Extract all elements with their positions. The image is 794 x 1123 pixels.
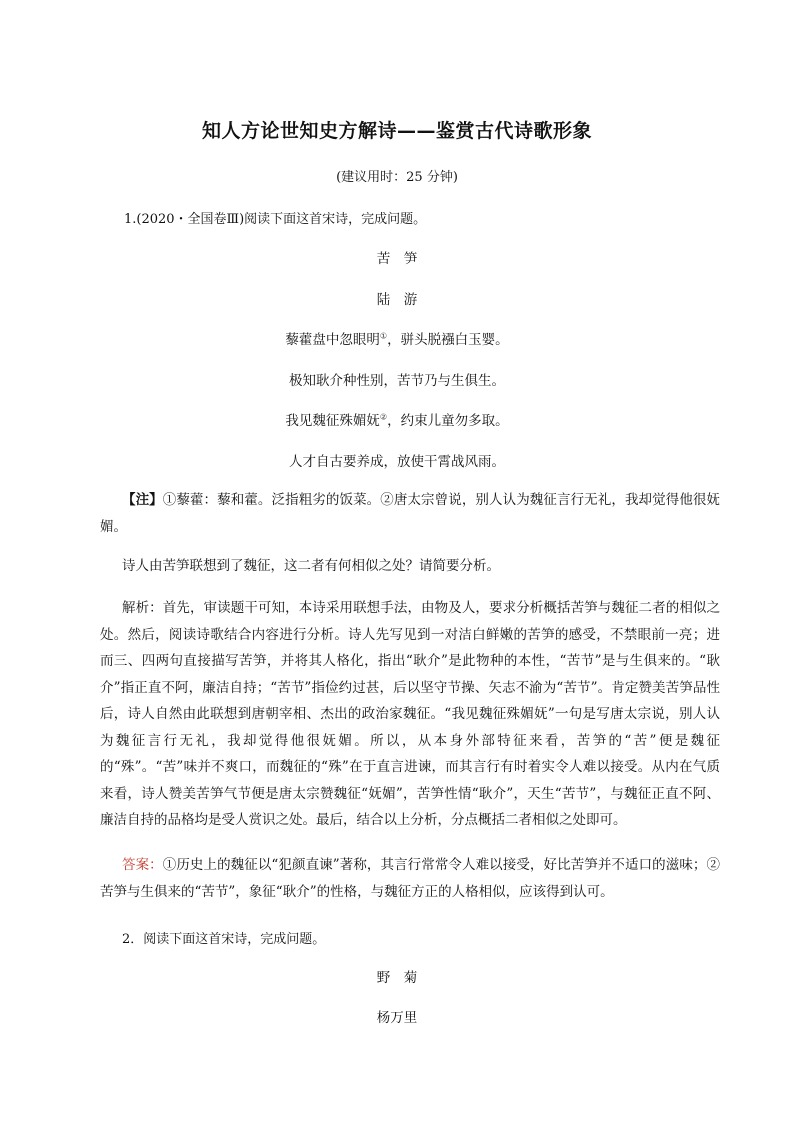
question-1-text: 诗人由苦笋联想到了魏征，这二者有何相似之处？请简要分析。 — [122, 558, 500, 574]
answer-label: 答案： — [122, 857, 163, 873]
poem-1-note — [100, 487, 720, 540]
poem-line-text: 极知耿介种性别，苦节乃与生俱生。 — [289, 373, 505, 389]
poem-1-author: 陆 游 — [376, 292, 418, 308]
analysis-paragraph: 解析：首先，审读题干可知，本诗采用联想手法，由物及人，要求分析概括苦笋与魏征二者的相似之处。然后，阅读诗歌结合内容进行分析。诗人先写见到一对洁白鲜嫩的苦笋的感受，不禁眼前一亮；进而三、四两句直接描写苦笋，并将其人格化，指出“耿介”是此物种的本性，“苦节”是与生俱来的。“耿介”指正直不阿，廉洁自持；“苦节”指俭约过甚，后以坚守节操、矢志不渝为“苦节”。肯定赞美苦笋品性后，诗人自然由此联想到唐朝宰相、杰出的政治家魏征。“我见魏征殊媚妩”一句是写唐太宗说，别人认为魏征言行无礼，我却觉得他很妩媚。所以，从本身外部特征来看，苦笋的“苦”便是魏征的“殊”。“苦”味并不爽口，而魏征的“殊”在于直言进谏，而其言行有时着实令人难以接受。从内在气质来看，诗人赞美苦笋气节便是唐太宗赞魏征“妩媚”，苦笋性情“耿介”，天生“苦节”，与魏征正直不阿、廉洁自持的品格均是受人赏识之处。最后，结合以上分析，分点概括二者相似之处即可。 — [100, 600, 720, 828]
poem-2-title: 野 菊 — [376, 970, 418, 986]
footnote-marker: ② — [379, 412, 388, 422]
question-2-prompt: 2．阅读下面这首宋诗，完成问题。 — [122, 932, 326, 947]
note-label: 【注】 — [122, 492, 163, 508]
poem-1-line-2 — [0, 369, 794, 389]
poem-line-text: 人才自古要养成，放使干霄战风雨。 — [289, 454, 505, 470]
footnote-marker: ① — [379, 331, 388, 341]
poem-line-text: 我见魏征殊媚妩 — [285, 413, 380, 429]
question-1-prompt: 1.(2020・全国卷Ⅲ)阅读下面这首宋诗，完成问题。 — [124, 212, 427, 227]
poem-line-rest: ，约束儿童勿多取。 — [387, 413, 509, 429]
poem-1-line-4 — [0, 450, 794, 470]
note-text: ①藜藿：藜和藿。泛指粗劣的饭菜。②唐太宗曾说，别人认为魏征言行无礼，我却觉得他很妩媚。 — [100, 492, 721, 535]
document-title: 知人方论世知史方解诗——鉴赏古代诗歌形象 — [201, 120, 592, 142]
poem-1-line-1 — [0, 328, 794, 348]
poem-1-title: 苦 笋 — [376, 251, 418, 267]
poem-line-text: 藜藿盘中忽眼明 — [285, 332, 380, 348]
poem-1-line-3 — [0, 409, 794, 429]
poem-line-rest: ，骈头脱襁白玉婴。 — [387, 332, 509, 348]
poem-2-author: 杨万里 — [376, 1010, 418, 1026]
time-note: (建议用时：25 分钟) — [336, 170, 458, 185]
answer-text: ①历史上的魏征以“犯颜直谏”著称，其言行常常令人难以接受，好比苦笋并不适口的滋味；②苦笋与生俱来的“苦节”，象征“耿介”的性格，与魏征方正的人格相似，应该得到认可。 — [100, 857, 721, 900]
answer-paragraph — [100, 852, 720, 905]
